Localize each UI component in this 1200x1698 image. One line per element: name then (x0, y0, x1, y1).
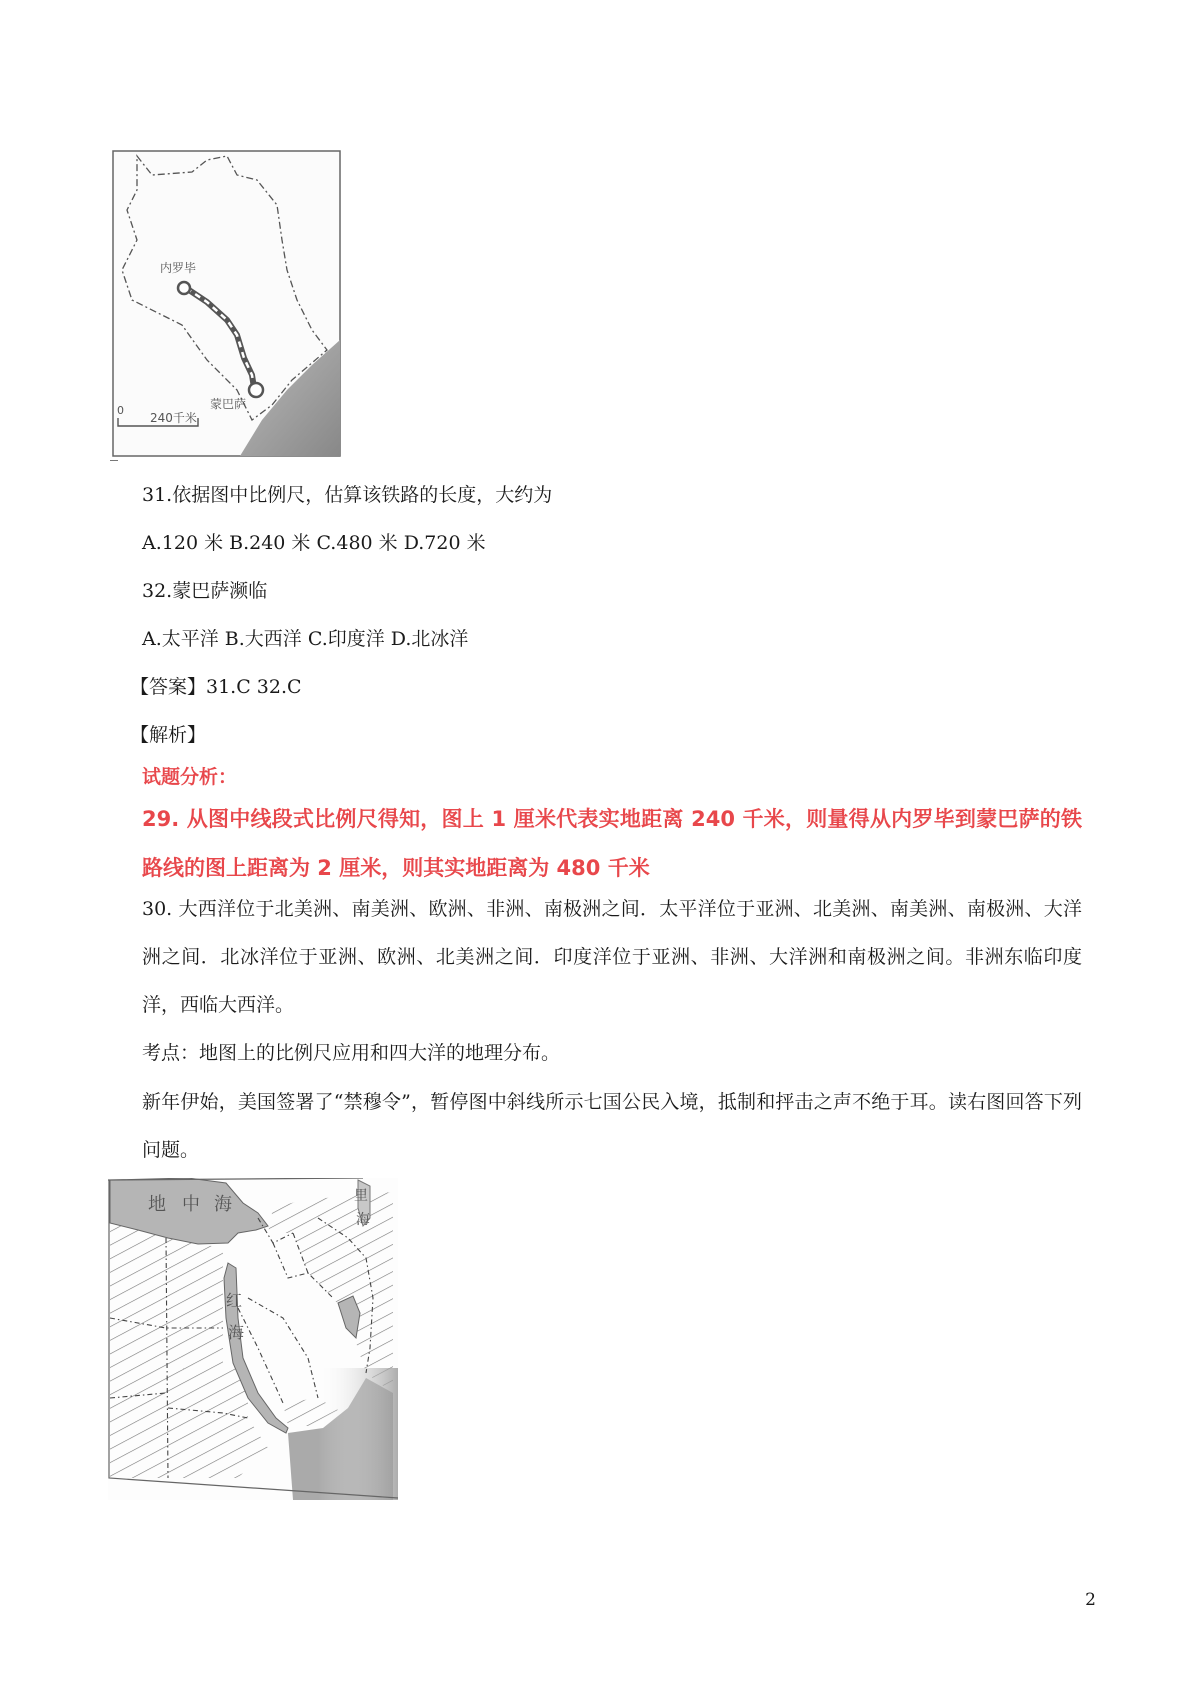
answer-line: 【答案】31.C 32.C (130, 676, 302, 698)
analysis-30: 30. 大西洋位于北美洲、南美洲、欧洲、非洲、南极洲之间．太平洋位于亚洲、北美洲、南美洲、南极洲、大洋洲之间．北冰洋位于亚洲、欧洲、北美洲之间．印度洋位于亚洲、非洲、大洋洲和南极洲之间。非洲东临印度洋，西临大西洋。 (142, 898, 1082, 1016)
kaodian-line: 考点：地图上的比例尺应用和四大洋的地理分布。 (142, 1042, 561, 1064)
label-med-2: 中 (182, 1194, 200, 1215)
page-number: 2 (1085, 1590, 1096, 1610)
kenya-railway-map (112, 150, 342, 458)
scale-value: 240千米 (150, 411, 197, 425)
label-red-1: 红 (226, 1291, 243, 1310)
label-med-3: 海 (214, 1194, 232, 1215)
mombasa-marker (249, 383, 263, 397)
q32-question: 32.蒙巴萨濒临 (142, 580, 268, 602)
intro-paragraph: 新年伊始，美国签署了“禁穆令”，暂停图中斜线所示七国公民入境，抵制和抨击之声不绝于耳。读右图回答下列问题。 (142, 1091, 1082, 1161)
map2-right-shade (318, 1368, 398, 1500)
label-mombasa: 蒙巴萨 (210, 397, 247, 411)
travel-ban-map (108, 1178, 398, 1500)
label-top-right-1: 里 (354, 1188, 368, 1204)
analysis-29: 29. 从图中线段式比例尺得知，图上 1 厘米代表实地距离 240 千米，则量得从内罗毕到蒙巴萨的铁路线的图上距离为 2 厘米，则其实地距离为 480 千米 (142, 807, 1082, 880)
label-red-2: 海 (228, 1323, 245, 1342)
label-top-right-2: 海 (356, 1212, 370, 1228)
nairobi-marker (178, 282, 190, 294)
analysis-heading: 【解析】 (130, 724, 207, 746)
q31-question: 31.依据图中比例尺，估算该铁路的长度，大约为 (142, 484, 553, 506)
q31-options: A.120 米 B.240 米 C.480 米 D.720 米 (142, 532, 486, 554)
q32-options: A.太平洋 B.大西洋 C.印度洋 D.北冰洋 (142, 628, 469, 650)
scale-zero: 0 (117, 404, 124, 417)
label-nairobi: 内罗毕 (160, 261, 197, 275)
analysis-subheading: 试题分析： (142, 766, 238, 788)
map-underline (110, 460, 118, 461)
label-med-1: 地 (148, 1194, 166, 1215)
